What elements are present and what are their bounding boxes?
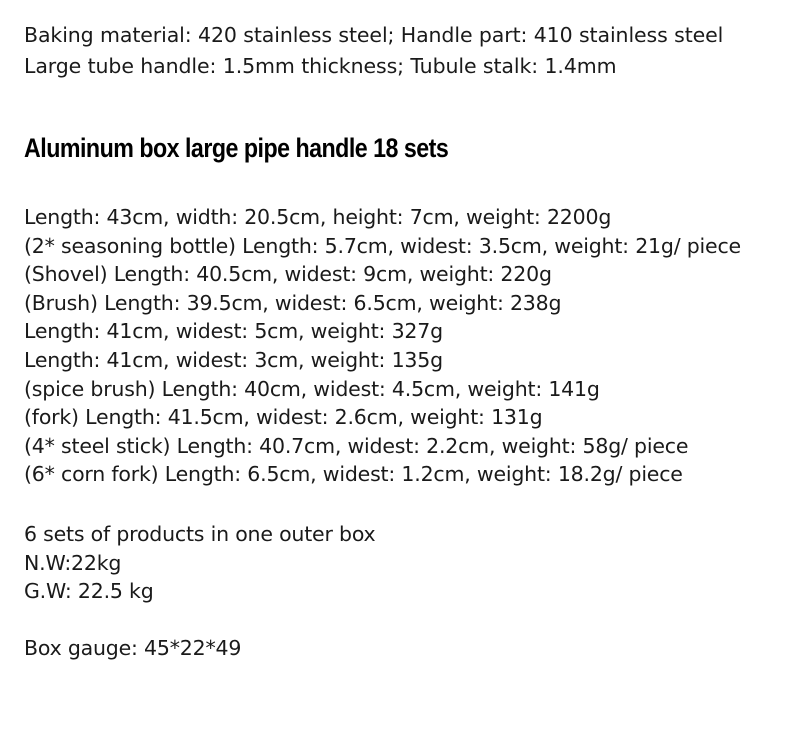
spec-item-spice-brush: (spice brush) Length: 40cm, widest: 4.5cm, weight: 141g	[24, 376, 600, 401]
spec-item-seasoning-bottle: (2* seasoning bottle) Length: 5.7cm, widest: 3.5cm, weight: 21g/ piece	[24, 233, 741, 258]
spec-list	[24, 203, 741, 489]
gross-weight: G.W: 22.5 kg	[24, 579, 154, 604]
thickness-line: Large tube handle: 1.5mm thickness; Tubule stalk: 1.4mm	[24, 54, 617, 78]
material-line: Baking material: 420 stainless steel; Handle part: 410 stainless steel	[24, 23, 724, 47]
box-gauge: Box gauge: 45*22*49	[24, 636, 242, 660]
product-title: Aluminum box large pipe handle 18 sets	[24, 133, 449, 163]
spec-item-box: Length: 43cm, width: 20.5cm, height: 7cm, weight: 2200g	[24, 205, 612, 229]
spec-item-shovel: (Shovel) Length: 40.5cm, widest: 9cm, weight: 220g	[24, 262, 552, 287]
packing-info	[24, 520, 375, 606]
spec-item-tool-5cm: Length: 41cm, widest: 5cm, weight: 327g	[24, 319, 443, 344]
spec-item-steel-stick: (4* steel stick) Length: 40.7cm, widest: 2.2cm, weight: 58g/ piece	[24, 433, 689, 458]
spec-item-brush: (Brush) Length: 39.5cm, widest: 6.5cm, weight: 238g	[24, 290, 562, 315]
sets-per-box: 6 sets of products in one outer box	[24, 522, 376, 546]
spec-item-tool-3cm: Length: 41cm, widest: 3cm, weight: 135g	[24, 347, 443, 372]
net-weight: N.W:22kg	[24, 550, 122, 575]
material-info	[24, 20, 723, 82]
spec-item-fork: (fork) Length: 41.5cm, widest: 2.6cm, weight: 131g	[24, 405, 543, 430]
spec-item-corn-fork: (6* corn fork) Length: 6.5cm, widest: 1.2cm, weight: 18.2g/ piece	[24, 462, 683, 487]
